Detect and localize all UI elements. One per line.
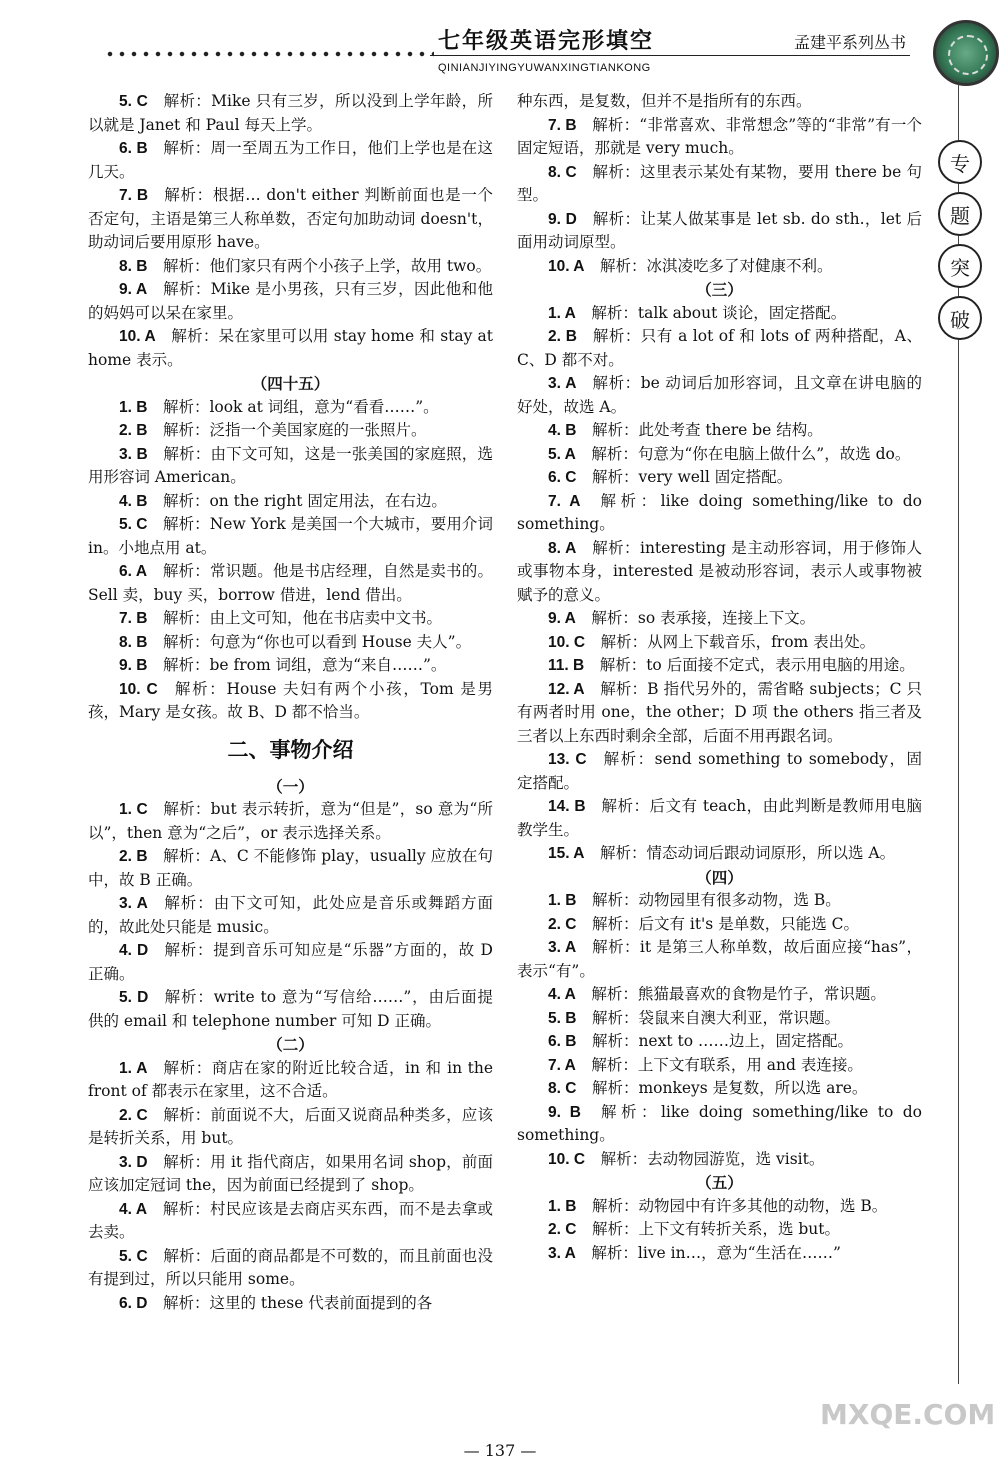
answer-explanation: 解析：be from 词组，意为“来自……”。 <box>162 656 447 674</box>
answer-explanation: 解析：从网上下载音乐，from 表出处。 <box>600 632 876 651</box>
answer-item <box>88 184 493 255</box>
answer-item <box>517 748 922 795</box>
answer-number: 10. C <box>119 680 158 698</box>
answer-item <box>517 1077 922 1101</box>
answer-item <box>517 1101 922 1148</box>
answer-number: 1. B <box>119 398 148 416</box>
answer-number: 1. B <box>548 892 577 909</box>
answer-explanation: 解析：“非常喜欢、非常想念”等的“非常”有一个固定短语，那就是 very much。 <box>517 115 922 157</box>
answer-explanation: 解析：后文有 it's 是单数，只能选 C。 <box>591 914 859 933</box>
answer-number: 4. D <box>119 942 149 959</box>
answer-explanation: 解析：interesting 是主动形容词，用于修饰人或事物本身，interested 是被动形容词，表示人或事物被赋予的意义。 <box>517 538 922 604</box>
answer-item <box>517 537 922 608</box>
answer-explanation: 解析：前面说不大，后面又说商品种类多，应该是转折关系，用 but。 <box>88 1105 493 1147</box>
answer-item <box>517 983 922 1007</box>
answer-item <box>517 443 922 467</box>
answer-explanation: 解析：it 是第三人称单数，故后面应接“has”，表示“有”。 <box>517 938 923 980</box>
answer-explanation: 解析：very well 固定搭配。 <box>591 468 793 486</box>
answer-number: 1. B <box>548 1197 577 1215</box>
answer-explanation: 解析：情态动词后跟动词原形，所以选 A。 <box>599 844 896 862</box>
answer-item <box>88 1245 493 1292</box>
answer-number: 8. B <box>119 257 148 275</box>
answer-number: 6. A <box>119 563 148 580</box>
section-heading: 二、事物介绍 <box>227 737 354 762</box>
answer-explanation: 解析：这里表示某处有某物，要用 there be 句型。 <box>517 162 923 204</box>
answer-item <box>517 302 922 326</box>
answer-item <box>517 889 922 913</box>
answer-explanation: 解析：提到音乐可知应是“乐器”方面的，故 D 正确。 <box>88 941 493 983</box>
answer-number: 2. C <box>119 1106 148 1124</box>
answer-item <box>517 1195 922 1219</box>
answer-explanation: 解析：monkeys 是复数，所以选 are。 <box>591 1079 868 1097</box>
answer-number: 4. B <box>548 422 577 439</box>
answer-number: 6. D <box>119 1294 148 1312</box>
section-subheading: （五） <box>696 1173 743 1192</box>
side-tab-ti: 题 <box>938 192 982 236</box>
page-header <box>0 0 1000 90</box>
answer-item <box>88 255 493 279</box>
answer-explanation: 解析：上下文有联系，用 and 表连接。 <box>591 1055 863 1074</box>
answer-number: 6. C <box>548 469 577 486</box>
section-subheading: （一） <box>267 776 314 796</box>
answer-explanation: 解析：由上文可知，他在书店卖中文书。 <box>162 609 442 627</box>
answer-number: 5. C <box>119 1247 148 1265</box>
answer-item <box>88 678 493 725</box>
answer-item <box>88 396 493 420</box>
answer-item <box>517 678 922 749</box>
answer-explanation: 解析：此处考查 there be 结构。 <box>591 421 823 439</box>
answer-item <box>517 466 922 490</box>
answer-explanation: 解析：动物园里有很多动物，选 B。 <box>591 891 841 909</box>
answer-number: 6. B <box>119 140 148 157</box>
answer-number: 2. C <box>548 1221 577 1238</box>
answer-item <box>517 1148 922 1172</box>
answer-number: 8. C <box>548 1080 577 1097</box>
answer-number: 14. B <box>548 798 586 815</box>
answer-item <box>517 654 922 678</box>
answer-number: 5. D <box>119 989 149 1006</box>
answer-item <box>517 1218 922 1242</box>
answer-item <box>88 1292 493 1316</box>
answer-number: 13. C <box>548 751 587 768</box>
answer-number: 4. B <box>119 492 148 510</box>
title-pinyin: QINIANJIYINGYUWANXINGTIANKONG <box>438 62 651 74</box>
side-tab-zhuan: 专 <box>938 140 982 184</box>
answer-item <box>517 114 922 161</box>
answer-number: 1. C <box>119 801 148 818</box>
answer-explanation: 解析：句意为“你也可以看到 House 夫人”。 <box>162 632 472 651</box>
section-subheading: （四） <box>696 867 743 887</box>
answer-explanation: 解析：只有 a lot of 和 lots of 两种搭配，A、C、D 都不对。 <box>517 327 922 369</box>
answer-item <box>88 845 493 892</box>
answer-item <box>88 443 493 490</box>
header-rule <box>430 55 910 56</box>
answer-item <box>517 1054 922 1078</box>
answer-number: 8. A <box>548 539 577 557</box>
answer-item <box>88 419 493 443</box>
answer-number: 15. A <box>548 845 585 862</box>
answer-item <box>88 325 493 372</box>
answer-number: 2. B <box>119 422 148 439</box>
answer-explanation: 解析：用 it 指代商店，如果用名词 shop，前面应该加定冠词 the，因为前面已经提到了 shop。 <box>88 1152 493 1194</box>
answer-explanation: 解析：Mike 只有三岁，所以没到上学年龄，所以就是 Janet 和 Paul 每天上学。 <box>88 92 493 134</box>
answer-explanation: 解析：上下文有转折关系，选 but。 <box>591 1220 840 1238</box>
answer-explanation: 解析：动物园中有许多其他的动物，选 B。 <box>591 1196 888 1215</box>
answer-explanation: 解析：write to 意为“写信给……”，由后面提供的 email 和 telephone number 可知 D 正确。 <box>88 988 493 1030</box>
answer-item <box>517 842 922 866</box>
answer-explanation: 解析：常识题。他是书店经理，自然是卖书的。Sell 卖，buy 买，borrow 借进，lend 借出。 <box>88 562 493 604</box>
series-logo-icon <box>933 20 999 86</box>
answer-number: 5. B <box>548 1009 577 1027</box>
answer-explanation: 解析：New York 是美国一个大城市，要用介词 in。小地点用 at。 <box>88 515 493 557</box>
answer-number: 9. A <box>119 281 148 298</box>
answer-number: 10. A <box>119 328 156 345</box>
section-subheading: （四十五） <box>251 374 330 393</box>
answer-item <box>517 419 922 443</box>
answer-item <box>88 513 493 560</box>
answer-explanation: 解析：冰淇凌吃多了对健康不利。 <box>599 256 833 275</box>
answer-number: 5. C <box>119 516 148 533</box>
answer-explanation: 解析：这里的 these 代表前面提到的各 <box>162 1293 433 1312</box>
answer-number: 3. D <box>119 1153 148 1171</box>
answer-item <box>517 490 922 537</box>
section-subheading: （二） <box>267 1035 314 1054</box>
answer-number: 5. C <box>119 93 148 110</box>
answer-explanation: 解析：根据… don't either 判断前面也是一个否定句，主语是第三人称单数，否定句加助动词 doesn't，助动词后要用原形 have。 <box>88 186 493 251</box>
answer-number: 10. A <box>548 257 585 275</box>
answer-item <box>88 654 493 678</box>
answer-item <box>88 939 493 986</box>
answer-item <box>88 1151 493 1198</box>
answer-number: 2. B <box>119 848 148 865</box>
answer-number: 2. B <box>548 328 577 345</box>
answer-explanation: 解析：由下文可知，这是一张美国的家庭照，选用形容词 American。 <box>88 444 493 486</box>
answer-number: 9. A <box>548 610 576 627</box>
answer-number: 8. B <box>119 633 148 651</box>
answer-number: 3. B <box>119 445 148 463</box>
answer-explanation: 解析：B 指代另外的，需省略 subjects；C 只有两者时用 one，the other；D 项 the others 指三者及三者以上东西时剩余全部，后面不用再跟名词。 <box>517 679 922 745</box>
answer-item <box>88 278 493 325</box>
answer-number: 7. B <box>119 610 148 627</box>
answer-number: 1. A <box>119 1059 148 1077</box>
answer-number: 4. A <box>548 986 576 1003</box>
answer-explanation: 解析：Mike 是小男孩，只有三岁，因此他和他的妈妈可以呆在家里。 <box>88 280 493 322</box>
answer-explanation: 解析：send something to somebody，固定搭配。 <box>517 750 922 792</box>
answer-number: 7. B <box>119 187 149 204</box>
section-subheading: （三） <box>696 280 743 299</box>
watermark-logo: MXQE.COM <box>820 1398 996 1431</box>
answer-item <box>88 137 493 184</box>
answer-explanation: 解析：由下文可知，此处应是音乐或舞蹈方面的，故此处只能是 music。 <box>88 894 493 936</box>
right-column <box>517 90 922 1265</box>
answer-explanation: 解析：but 表示转折，意为“但是”，so 意为“所以”，then 意为“之后”，or 表示选择关系。 <box>88 800 493 842</box>
answer-explanation: 解析：be 动词后加形容词，且文章在讲电脑的好处，故选 A。 <box>517 374 922 416</box>
left-column <box>88 90 493 1315</box>
answer-number: 10. C <box>548 633 586 651</box>
answer-number: 11. B <box>548 657 585 674</box>
answer-explanation: 解析：后面的商品都是不可数的，而且前面也没有提到过，所以只能用 some。 <box>88 1246 493 1288</box>
header-dots <box>104 50 434 58</box>
answer-explanation: 解析：村民应该是去商店买东西，而不是去拿或去卖。 <box>88 1199 493 1241</box>
answer-number: 9. B <box>119 657 148 674</box>
answer-number: 1. A <box>548 304 576 322</box>
answer-explanation: 解析：like doing something/like to do something。 <box>517 1102 922 1144</box>
answer-explanation: 解析：talk about 谈论，固定搭配。 <box>591 303 847 322</box>
answer-explanation: 解析：look at 词组，意为“看看……”。 <box>162 397 439 416</box>
answer-item <box>517 1242 922 1266</box>
side-tab-po: 破 <box>938 296 982 340</box>
answer-number: 2. C <box>548 915 577 933</box>
answer-number: 3. A <box>548 1244 576 1262</box>
book-title: 七年级英语完形填空 <box>438 28 655 54</box>
answer-explanation: 解析：A、C 不能修饰 play，usually 应放在句中，故 B 正确。 <box>88 847 494 889</box>
answer-item <box>517 1007 922 1031</box>
answer-number: 10. C <box>548 1150 586 1168</box>
answer-item <box>517 325 922 372</box>
answer-item <box>88 90 493 137</box>
answer-explanation: 解析：周一至周五为工作日，他们上学也是在这几天。 <box>88 139 493 181</box>
continued-text: 种东西，是复数，但并不是指所有的东西。 <box>517 92 812 110</box>
answer-item <box>88 607 493 631</box>
answer-explanation: 解析：熊猫最喜欢的食物是竹子，常识题。 <box>591 985 886 1003</box>
answer-number: 6. B <box>548 1033 577 1050</box>
answer-explanation: 解析：去动物园游览，选 visit。 <box>600 1149 825 1168</box>
answer-item <box>517 607 922 631</box>
answer-explanation: 解析：袋鼠来自澳大利亚，常识题。 <box>591 1008 840 1027</box>
answer-explanation: 解析：呆在家里可以用 stay home 和 stay at home 表示。 <box>88 327 493 369</box>
answer-item <box>517 936 922 983</box>
answer-explanation: 解析：他们家只有两个小孩子上学，故用 two。 <box>162 256 492 275</box>
answer-item <box>517 372 922 419</box>
answer-explanation: 解析：让某人做某事是 let sb. do sth.，let 后面用动词原型。 <box>517 209 922 251</box>
answer-explanation: 解析：句意为“你在电脑上做什么”，故选 do。 <box>591 444 911 463</box>
answer-item <box>517 255 922 279</box>
answer-item <box>88 490 493 514</box>
page-number: — 137 — <box>463 1441 537 1460</box>
answer-item <box>517 1030 922 1054</box>
series-name: 孟建平系列丛书 <box>794 33 907 52</box>
answer-explanation: 解析：like doing something/like to do something。 <box>517 491 922 533</box>
answer-item <box>88 1057 493 1104</box>
answer-item <box>88 798 493 845</box>
answer-item <box>88 631 493 655</box>
answer-number: 12. A <box>548 680 585 698</box>
answer-explanation: 解析：泛指一个美国家庭的一张照片。 <box>162 421 427 439</box>
answer-item <box>88 986 493 1033</box>
side-tab-tu: 突 <box>938 244 982 288</box>
answer-item <box>88 1198 493 1245</box>
answer-explanation: 解析：on the right 固定用法，在右边。 <box>162 491 447 510</box>
answer-number: 3. A <box>548 939 577 956</box>
answer-explanation: 解析：live in…，意为“生活在……” <box>591 1243 841 1262</box>
answer-number: 3. A <box>119 895 148 912</box>
answer-number: 8. C <box>548 163 577 181</box>
answer-explanation: 解析：so 表承接，连接上下文。 <box>591 609 816 627</box>
answer-item <box>517 913 922 937</box>
answer-item <box>517 161 922 208</box>
answer-item <box>88 560 493 607</box>
answer-number: 7. A <box>548 1056 576 1074</box>
answer-item <box>517 631 922 655</box>
answer-number: 5. A <box>548 445 576 463</box>
answer-explanation: 解析：后文有 teach，由此判断是教师用电脑教学生。 <box>517 797 922 839</box>
answer-number: 7. A <box>548 492 581 510</box>
answer-explanation: 解析：House 夫妇有两个小孩，Tom 是男孩，Mary 是女孩。故 B、D 都不恰当。 <box>88 679 493 721</box>
answer-number: 9. D <box>548 210 577 228</box>
answer-item <box>517 208 922 255</box>
answer-item <box>88 1104 493 1151</box>
answer-explanation: 解析：to 后面接不定式，表示用电脑的用途。 <box>599 656 915 674</box>
answer-explanation: 解析：商店在家的附近比较合适，in 和 in the front of 都表示在家里，这不合适。 <box>88 1058 493 1100</box>
answer-item <box>88 892 493 939</box>
answer-number: 3. A <box>548 375 577 392</box>
answer-number: 7. B <box>548 116 577 134</box>
answer-number: 9. B <box>548 1103 581 1121</box>
answer-explanation: 解析：next to ……边上，固定搭配。 <box>591 1032 853 1050</box>
answer-item <box>517 795 922 842</box>
answer-number: 4. A <box>119 1200 148 1218</box>
